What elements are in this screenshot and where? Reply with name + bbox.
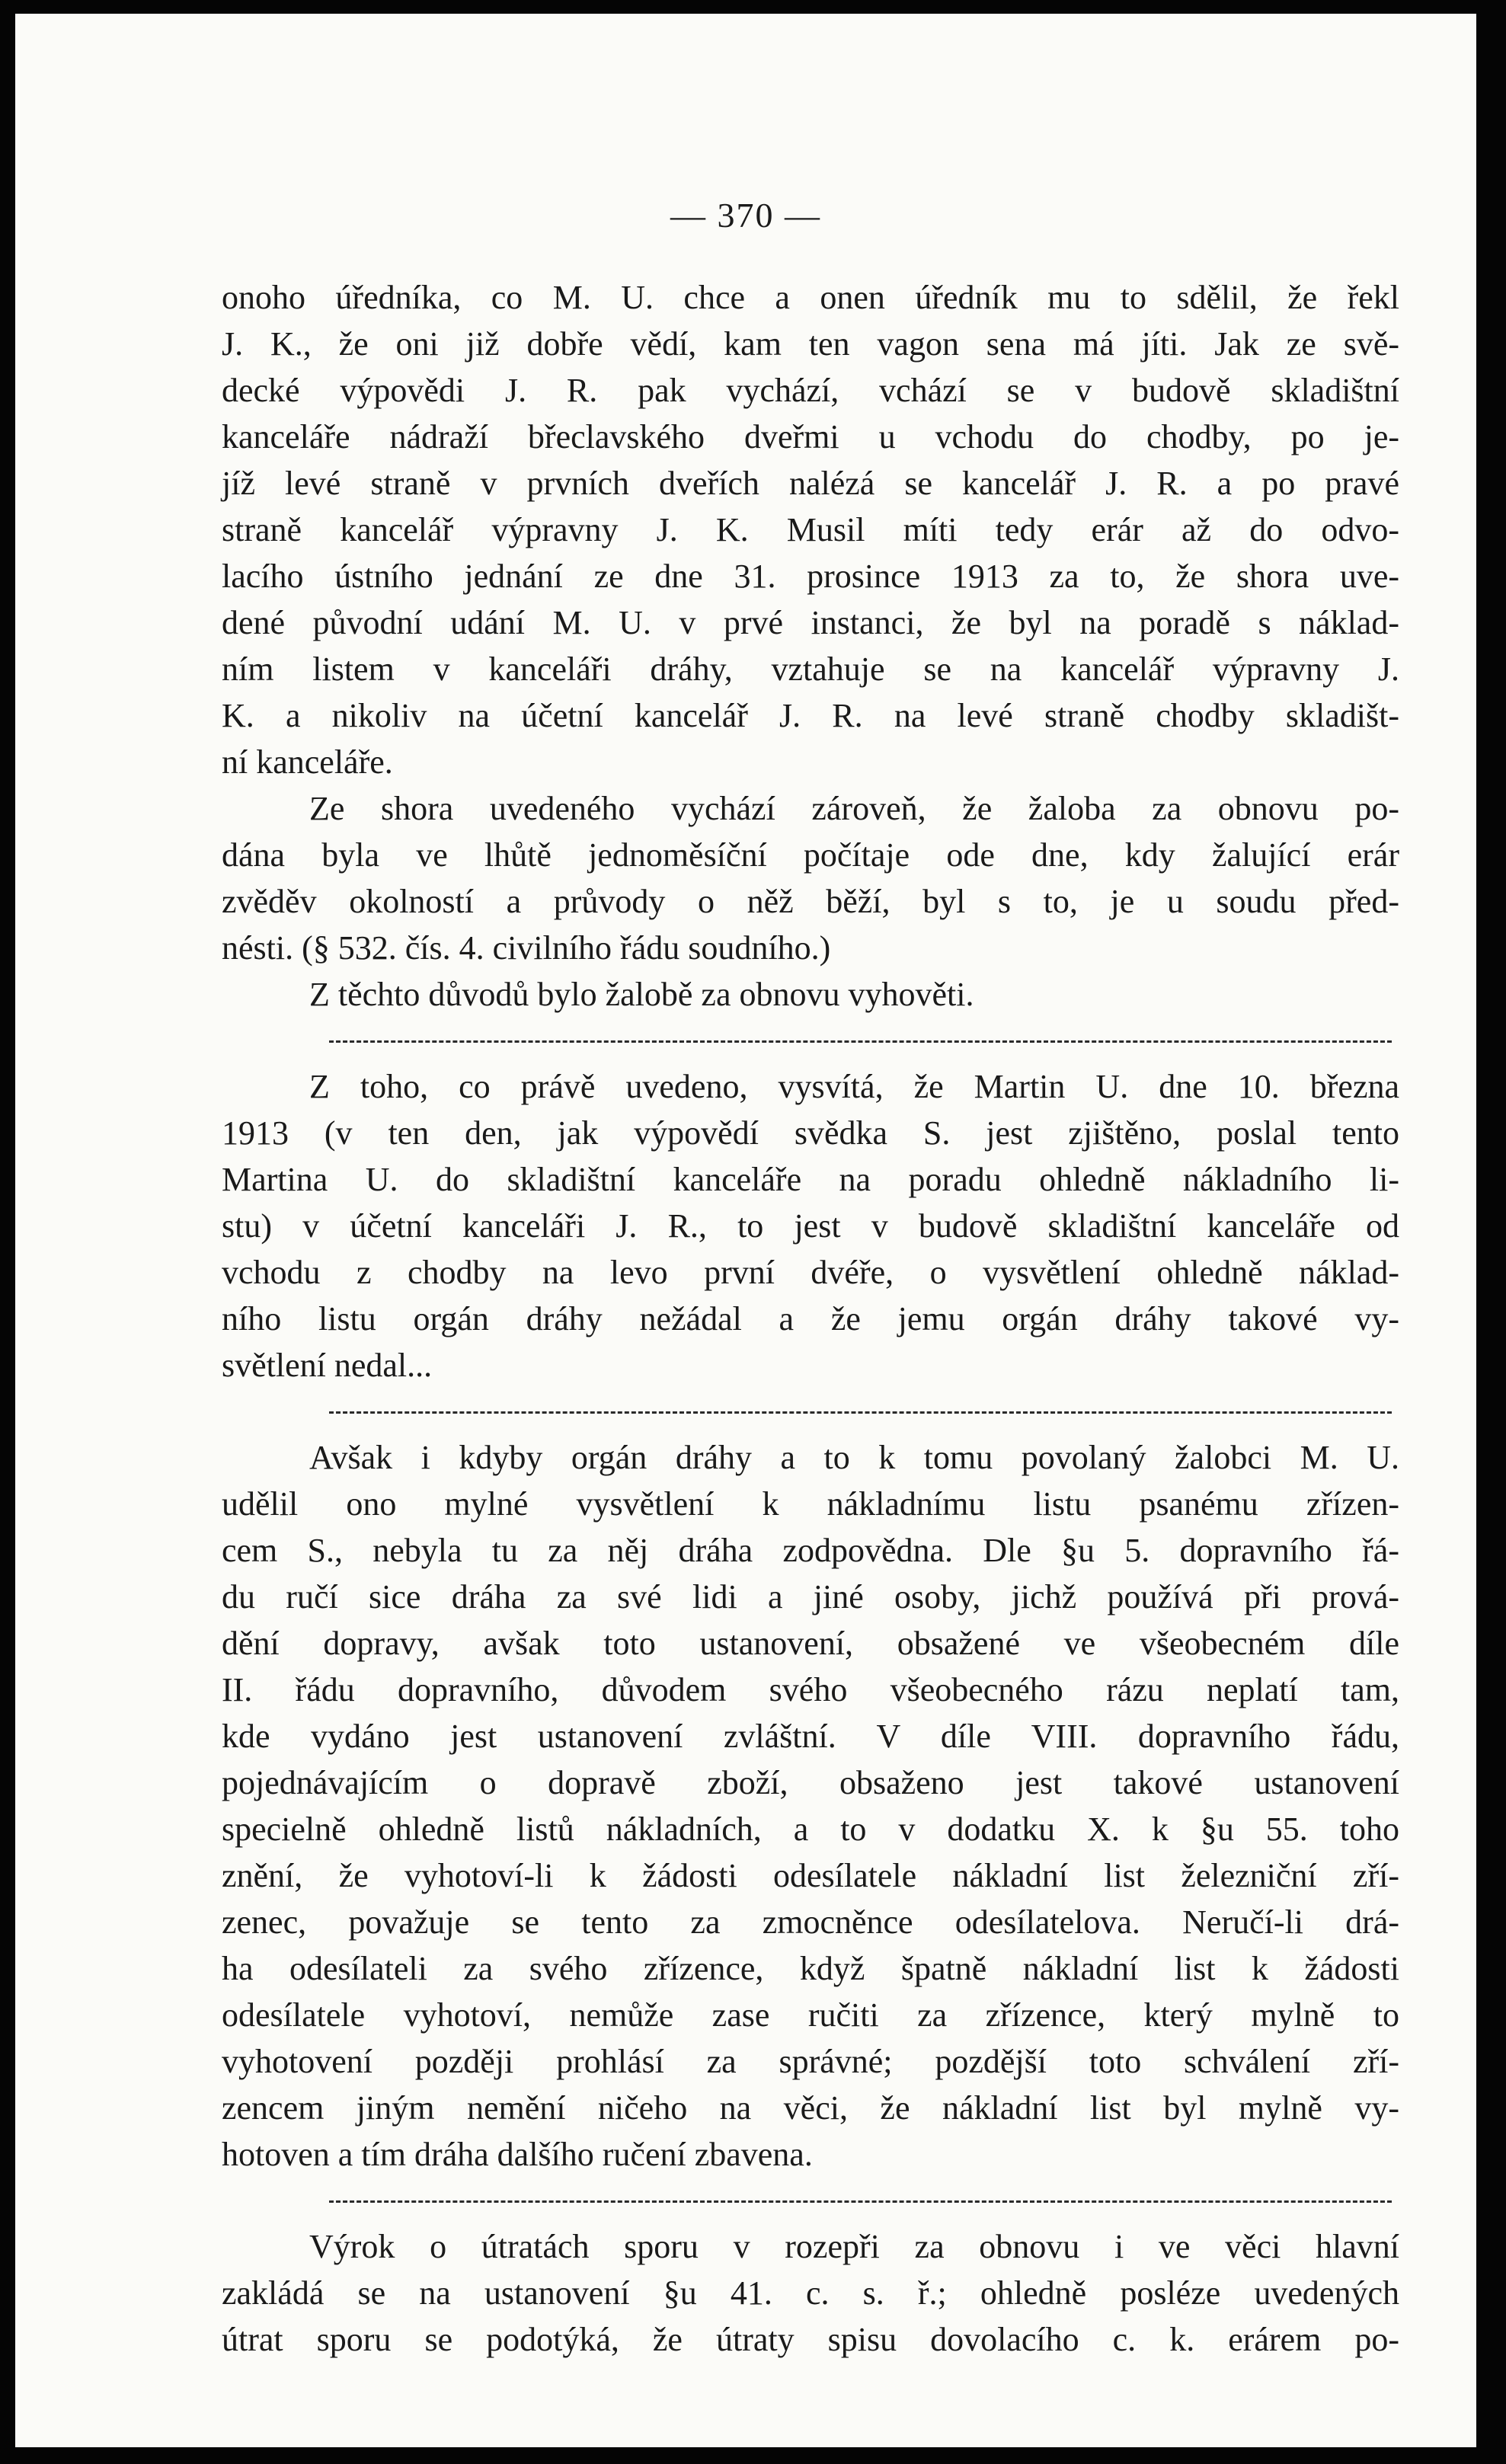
- dash-separator: [222, 1389, 1399, 1434]
- paragraph: [222, 2223, 1399, 2363]
- text-line: straně kancelář výpravny J. K. Musil míti tedy erár až do odvo-: [222, 511, 1399, 548]
- text-line: decké výpovědi J. R. pak vychází, vchází se v budově skladištní: [222, 372, 1399, 409]
- body-text: [222, 274, 1399, 2363]
- paragraph: [222, 971, 1399, 1018]
- page-number: — 370 —: [670, 196, 821, 235]
- text-line: kde vydáno jest ustanovení zvláštní. V díle VIII. dopravního řádu,: [222, 1718, 1399, 1755]
- text-line: odesílatele vyhotoví, nemůže zase ručiti za zřízence, který mylně to: [222, 1996, 1399, 2034]
- paragraph: [222, 1063, 1399, 1389]
- text-line: Z těchto důvodů bylo žalobě za obnovu vyhověti.: [309, 976, 974, 1013]
- book-page: [15, 14, 1476, 2447]
- text-line: Z toho, co právě uvedeno, vysvítá, že Martin U. dne 10. března: [309, 1068, 1399, 1105]
- text-line: nésti. (§ 532. čís. 4. civilního řádu soudního.): [222, 929, 831, 967]
- text-line: cem S., nebyla tu za něj dráha zodpovědna. Dle §u 5. dopravního řá-: [222, 1532, 1399, 1569]
- text-line: světlení nedal...: [222, 1347, 433, 1384]
- text-line: specielně ohledně listů nákladních, a to v dodatku X. k §u 55. toho: [222, 1810, 1399, 1848]
- dash-separator: [222, 1018, 1399, 1063]
- text-line: pojednávajícím o dopravě zboží, obsaženo jest takové ustanovení: [222, 1764, 1399, 1801]
- text-line: vyhotovení později prohlásí za správné; pozdější toto schválení zří-: [222, 2043, 1399, 2080]
- text-line: dené původní udání M. U. v prvé instanci, že byl na poradě s náklad-: [222, 604, 1399, 641]
- text-line: stu) v účetní kanceláři J. R., to jest v budově skladištní kanceláře od: [222, 1207, 1399, 1245]
- text-line: dána byla ve lhůtě jednoměsíční počítaje ode dne, kdy žalující erár: [222, 836, 1399, 874]
- text-line: du ručí sice dráha za své lidi a jiné osoby, jichž používá při prová-: [222, 1578, 1399, 1616]
- text-line: dění dopravy, avšak toto ustanovení, obsažené ve všeobecném díle: [222, 1625, 1399, 1662]
- text-line: K. a nikoliv na účetní kancelář J. R. na levé straně chodby skladišt-: [222, 697, 1399, 734]
- text-line: jíž levé straně v prvních dveřích nalézá se kancelář J. R. a po pravé: [222, 465, 1399, 502]
- text-line: zenec, považuje se tento za zmocněnce odesílatelova. Neručí-li drá-: [222, 1903, 1399, 1941]
- text-line: Výrok o útratách sporu v rozepři za obnovu i ve věci hlavní: [309, 2228, 1399, 2265]
- text-line: ní kanceláře.: [222, 743, 393, 781]
- text-line: ním listem v kanceláři dráhy, vztahuje se na kancelář výpravny J.: [222, 650, 1399, 688]
- text-line: zencem jiným nemění ničeho na věci, že nákladní list byl mylně vy-: [222, 2089, 1399, 2127]
- text-line: hotoven a tím dráha dalšího ručení zbavena.: [222, 2136, 813, 2173]
- dash-separator: [222, 2178, 1399, 2223]
- text-line: vchodu z chodby na levo první dvéře, o vysvětlení ohledně náklad-: [222, 1254, 1399, 1291]
- text-line: Martina U. do skladištní kanceláře na poradu ohledně nákladního li-: [222, 1161, 1399, 1198]
- paragraph: [222, 274, 1399, 785]
- text-line: zakládá se na ustanovení §u 41. c. s. ř.; ohledně posléze uvedených: [222, 2274, 1399, 2312]
- text-line: znění, že vyhotoví-li k žádosti odesílatele nákladní list železniční zří-: [222, 1857, 1399, 1894]
- text-line: J. K., že oni již dobře vědí, kam ten vagon sena má jíti. Jak ze svě-: [222, 325, 1399, 363]
- text-line: ního listu orgán dráhy nežádal a že jemu orgán dráhy takové vy-: [222, 1300, 1399, 1337]
- paragraph: [222, 785, 1399, 971]
- text-line: onoho úředníka, co M. U. chce a onen úředník mu to sdělil, že řekl: [222, 279, 1399, 316]
- text-line: II. řádu dopravního, důvodem svého všeobecného rázu neplatí tam,: [222, 1671, 1399, 1708]
- text-line: Avšak i kdyby orgán dráhy a to k tomu povolaný žalobci M. U.: [309, 1439, 1399, 1476]
- text-line: 1913 (v ten den, jak výpovědí svědka S. jest zjištěno, poslal tento: [222, 1114, 1399, 1152]
- text-line: zvěděv okolností a průvody o něž běží, byl s to, je u soudu před-: [222, 883, 1399, 920]
- paragraph: [222, 1434, 1399, 2178]
- text-line: kanceláře nádraží břeclavského dveřmi u vchodu do chodby, po je-: [222, 418, 1399, 455]
- text-line: útrat sporu se podotýká, že útraty spisu dovolacího c. k. erárem po-: [222, 2321, 1399, 2358]
- text-line: lacího ústního jednání ze dne 31. prosince 1913 za to, že shora uve-: [222, 558, 1399, 595]
- text-line: udělil ono mylné vysvětlení k nákladnímu listu psanému zřízen-: [222, 1485, 1399, 1523]
- text-line: Ze shora uvedeného vychází zároveň, že žaloba za obnovu po-: [309, 790, 1399, 827]
- text-line: ha odesílateli za svého zřízence, když špatně nákladní list k žádosti: [222, 1950, 1399, 1987]
